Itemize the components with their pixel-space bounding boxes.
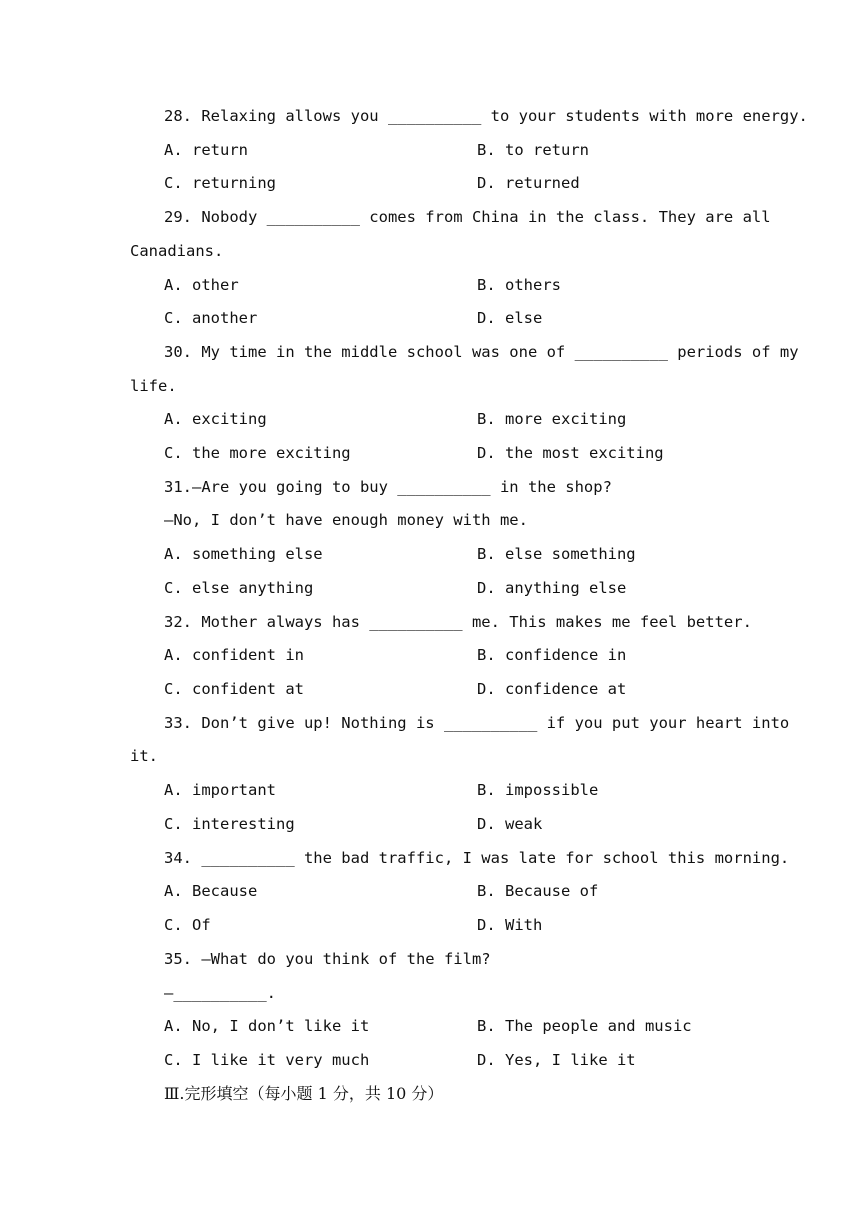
- question-28-option-d: D. returned: [477, 174, 580, 192]
- question-28-option-c: C. returning: [164, 174, 276, 192]
- question-35-stem-reply: —__________.: [164, 984, 276, 1002]
- question-29-option-c: C. another: [164, 309, 258, 327]
- question-29-stem: 29. Nobody __________ comes from China in the class. They are all: [164, 208, 771, 226]
- question-33-option-c: C. interesting: [164, 815, 295, 833]
- question-28-stem: 28. Relaxing allows you __________ to your students with more energy.: [164, 107, 808, 125]
- question-33-option-b: B. impossible: [477, 781, 599, 799]
- question-34-option-b: B. Because of: [477, 882, 599, 900]
- question-33-option-a: A. important: [164, 781, 276, 799]
- question-35-option-d: D. Yes, I like it: [477, 1051, 636, 1069]
- question-34-option-a: A. Because: [164, 882, 258, 900]
- question-32-option-a: A. confident in: [164, 646, 304, 664]
- question-31-stem-reply: —No, I don’t have enough money with me.: [164, 511, 528, 529]
- question-34-option-c: C. Of: [164, 916, 211, 934]
- question-34-option-d: D. With: [477, 916, 543, 934]
- question-28-option-b: B. to return: [477, 141, 589, 159]
- question-30-option-a: A. exciting: [164, 410, 267, 428]
- question-29-stem-continued: Canadians.: [130, 242, 224, 260]
- question-31-option-a: A. something else: [164, 545, 323, 563]
- question-30-option-d: D. the most exciting: [477, 444, 664, 462]
- question-35-option-c: C. I like it very much: [164, 1051, 370, 1069]
- question-35-stem: 35. —What do you think of the film?: [164, 950, 491, 968]
- question-30-option-c: C. the more exciting: [164, 444, 351, 462]
- question-33-stem-continued: it.: [130, 747, 158, 765]
- question-30-stem-continued: life.: [130, 377, 177, 395]
- question-30-stem: 30. My time in the middle school was one of __________ periods of my: [164, 343, 799, 361]
- question-32-option-c: C. confident at: [164, 680, 304, 698]
- question-30-option-b: B. more exciting: [477, 410, 627, 428]
- question-34-stem: 34. __________ the bad traffic, I was late for school this morning.: [164, 849, 790, 867]
- question-29-option-b: B. others: [477, 276, 561, 294]
- question-29-option-a: A. other: [164, 276, 239, 294]
- question-35-option-a: A. No, I don’t like it: [164, 1017, 370, 1035]
- section-heading-cloze: Ⅲ.完形填空（每小题 1 分，共 10 分）: [164, 1084, 444, 1103]
- question-32-option-d: D. confidence at: [477, 680, 627, 698]
- question-31-stem: 31.—Are you going to buy __________ in the shop?: [164, 478, 612, 496]
- question-29-option-d: D. else: [477, 309, 543, 327]
- question-33-stem: 33. Don’t give up! Nothing is __________ if you put your heart into: [164, 714, 790, 732]
- question-31-option-b: B. else something: [477, 545, 636, 563]
- question-31-option-c: C. else anything: [164, 579, 314, 597]
- question-32-stem: 32. Mother always has __________ me. This makes me feel better.: [164, 613, 752, 631]
- question-28-option-a: A. return: [164, 141, 248, 159]
- question-33-option-d: D. weak: [477, 815, 543, 833]
- question-31-option-d: D. anything else: [477, 579, 627, 597]
- question-35-option-b: B. The people and music: [477, 1017, 692, 1035]
- question-32-option-b: B. confidence in: [477, 646, 627, 664]
